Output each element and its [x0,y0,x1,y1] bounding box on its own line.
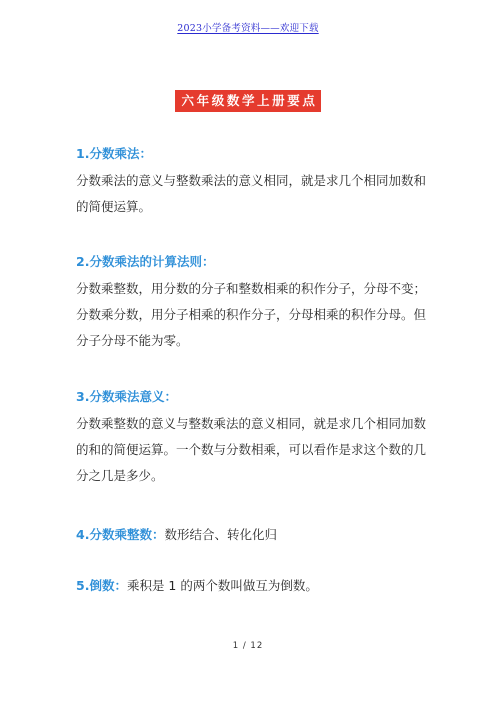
document-title: 六年级数学上册要点 [175,90,322,112]
section-1 [76,145,426,220]
section-heading: 5.倒数： [76,578,127,593]
section-5 [76,577,426,595]
section-body: 分数乘整数，用分数的分子和整数相乘的积作分子，分母不变；分数乘分数，用分子相乘的积作分子，分母相乘的积作分母。但分子分母不能为零。 [76,281,427,348]
header-banner[interactable] [0,20,496,34]
section-heading: 4.分数乘整数： [76,527,165,542]
section-heading: 2.分数乘法的计算法则： [76,254,215,269]
section-body: 分数乘整数的意义与整数乘法的意义相同，就是求几个相同加数的和的简便运算。一个数与分数相乘，可以看作是求这个数的几分之几是多少。 [76,416,427,483]
section-4 [76,526,426,544]
section-heading: 3.分数乘法意义： [76,389,177,404]
section-body: 乘积是 1 的两个数叫做互为倒数。 [126,578,318,593]
page-indicator: 1 / 12 [232,641,264,651]
section-body: 数形结合、转化化归 [164,527,277,542]
title-container [0,90,496,112]
section-heading: 1.分数乘法： [76,146,152,161]
section-3 [76,388,426,489]
section-body: 分数乘法的意义与整数乘法的意义相同，就是求几个相同加数和的简便运算。 [76,173,427,214]
section-2 [76,253,426,354]
header-banner-text[interactable]: 2023小学备考资料——欢迎下载 [177,23,319,34]
